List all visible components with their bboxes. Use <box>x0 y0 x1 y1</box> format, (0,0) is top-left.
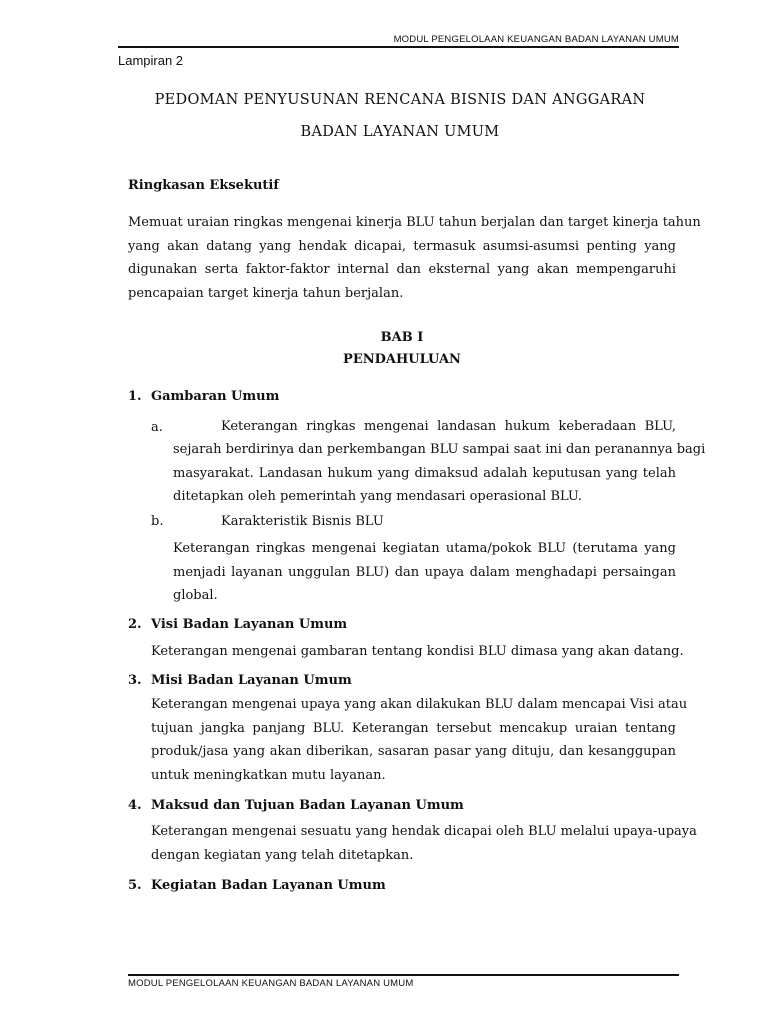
paragraph-line: dengan kegiatan yang telah ditetapkan. <box>151 847 414 863</box>
paragraph-line: sejarah berdirinya dan perkembangan BLU sampai saat ini dan peranannya bagi <box>173 442 706 457</box>
paragraph-line: produk/jasa yang akan diberikan, sasaran pasar yang dituju, dan kesanggupan <box>151 744 676 759</box>
paragraph-line: yang akan datang yang hendak dicapai, termasuk asumsi-asumsi penting yang <box>128 238 676 254</box>
section-4-title: Maksud dan Tujuan Badan Layanan Umum <box>151 798 464 813</box>
paragraph-line: Memuat uraian ringkas mengenai kinerja BLU tahun berjalan dan target kinerja tahun <box>128 215 701 230</box>
paragraph-line: Keterangan mengenai sesuatu yang hendak dicapai oleh BLU melalui upaya-upaya <box>151 824 697 839</box>
bab-name: PENDAHULUAN <box>343 352 461 367</box>
section-2-paragraph <box>151 640 684 664</box>
item-b-label: b. <box>151 514 164 529</box>
item-a-first-line <box>221 415 676 439</box>
paragraph-line: untuk meningkatkan mutu layanan. <box>151 767 386 783</box>
item-a-label: a. <box>151 420 163 435</box>
section-2-number: 2. <box>128 617 142 632</box>
section-5-number: 5. <box>128 878 142 893</box>
paragraph-line: Keterangan mengenai gambaran tentang kondisi BLU dimasa yang akan datang. <box>151 644 684 659</box>
ringkasan-heading: Ringkasan Eksekutif <box>128 178 279 193</box>
section-1-title: Gambaran Umum <box>151 389 280 404</box>
section-3-number: 3. <box>128 673 142 688</box>
paragraph-line: global. <box>173 588 218 603</box>
paragraph-line: Keterangan ringkas mengenai kegiatan utama/pokok BLU (terutama yang <box>173 541 676 556</box>
bab-number: BAB I <box>380 330 424 345</box>
header-rule <box>118 46 679 48</box>
paragraph-line: ditetapkan oleh pemerintah yang mendasari operasional BLU. <box>173 489 582 504</box>
footer-rule <box>128 974 679 976</box>
paragraph-line: digunakan serta faktor-faktor internal dan eksternal yang akan mempengaruhi <box>128 262 676 277</box>
item-b-paragraph <box>173 537 676 608</box>
document-title-line-1: PEDOMAN PENYUSUNAN RENCANA BISNIS DAN ANGGARAN <box>154 92 646 108</box>
item-b-title: Karakteristik Bisnis BLU <box>221 514 384 529</box>
section-4-number: 4. <box>128 798 142 813</box>
section-2-title: Visi Badan Layanan Umum <box>151 617 348 632</box>
paragraph-line: masyarakat. Landasan hukum yang dimaksud adalah keputusan yang telah <box>173 465 676 481</box>
lampiran-label: Lampiran 2 <box>118 53 184 68</box>
item-a-paragraph <box>173 438 706 509</box>
paragraph-line: tujuan jangka panjang BLU. Keterangan tersebut mencakup uraian tentang <box>151 720 676 736</box>
ringkasan-paragraph <box>128 211 701 305</box>
section-1-number: 1. <box>128 389 142 404</box>
running-footer: MODUL PENGELOLAAN KEUANGAN BADAN LAYANAN UMUM <box>128 978 414 989</box>
section-3-title: Misi Badan Layanan Umum <box>151 673 352 688</box>
document-title-line-2: BADAN LAYANAN UMUM <box>300 124 500 140</box>
running-header: MODUL PENGELOLAAN KEUANGAN BADAN LAYANAN UMUM <box>393 34 679 45</box>
paragraph-line: pencapaian target kinerja tahun berjalan. <box>128 285 404 301</box>
section-5-title: Kegiatan Badan Layanan Umum <box>151 878 386 893</box>
paragraph-line: menjadi layanan unggulan BLU) dan upaya dalam menghadapi persaingan <box>173 564 676 580</box>
paragraph-line: Keterangan ringkas mengenai landasan hukum keberadaan BLU, <box>221 419 676 434</box>
paragraph-line: Keterangan mengenai upaya yang akan dilakukan BLU dalam mencapai Visi atau <box>151 697 688 712</box>
section-3-paragraph <box>151 693 688 787</box>
section-4-paragraph <box>151 820 697 867</box>
